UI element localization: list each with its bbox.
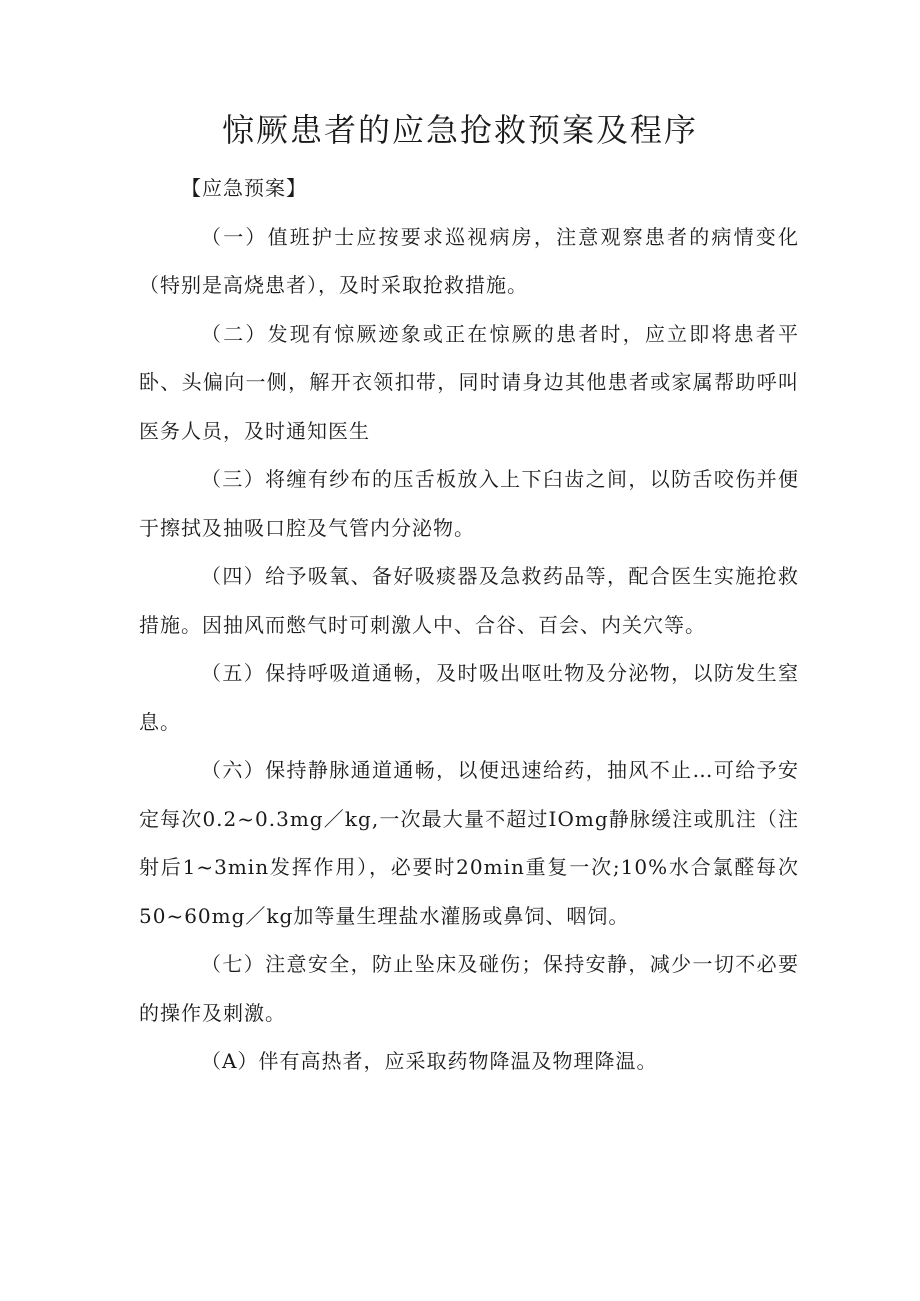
paragraph-7: （七）注意安全，防止坠床及碰伤；保持安静，减少一切不必要的操作及刺激。 <box>139 952 799 1025</box>
paragraph-2: （二）发现有惊厥迹象或正在惊厥的患者时，应立即将患者平卧、头偏向一侧，解开衣领扣带，同时请身边其他患者或家属帮助呼叫医务人员，及时通知医生 <box>139 321 799 443</box>
paragraph-3: （三）将缠有纱布的压舌板放入上下臼齿之间，以防舌咬伤并便于擦拭及抽吸口腔及气管内分泌物。 <box>139 467 799 540</box>
paragraph-4: （四）给予吸氧、备好吸痰器及急救药品等，配合医生实施抢救措施。因抽风而憋气时可刺激人中、合谷、百会、内关穴等。 <box>139 564 799 637</box>
paragraph-6: （六）保持静脉通道通畅，以便迅速给药，抽风不止…可给予安定每次0.2~0.3mg／kg,一次最大量不超过IOmg静脉缓注或肌注（注射后1~3min发挥作用），必要时20min重复一次;10%水合氯醛每次50~60mg／kg加等量生理盐水灌肠或鼻饲、咽饲。 <box>139 758 799 928</box>
section-heading: 【应急预案】 <box>181 176 307 200</box>
document-title: 惊厥患者的应急抢救预案及程序 <box>221 111 698 149</box>
document-body <box>139 164 799 1086</box>
paragraph-1: （一）值班护士应按要求巡视病房，注意观察患者的病情变化（特别是高烧患者），及时采取抢救措施。 <box>139 224 799 297</box>
paragraph-8: （A）伴有高热者，应采取药物降温及物理降温。 <box>201 1049 658 1073</box>
paragraph-5: （五）保持呼吸道通畅，及时吸出呕吐物及分泌物，以防发生窒息。 <box>139 661 799 734</box>
